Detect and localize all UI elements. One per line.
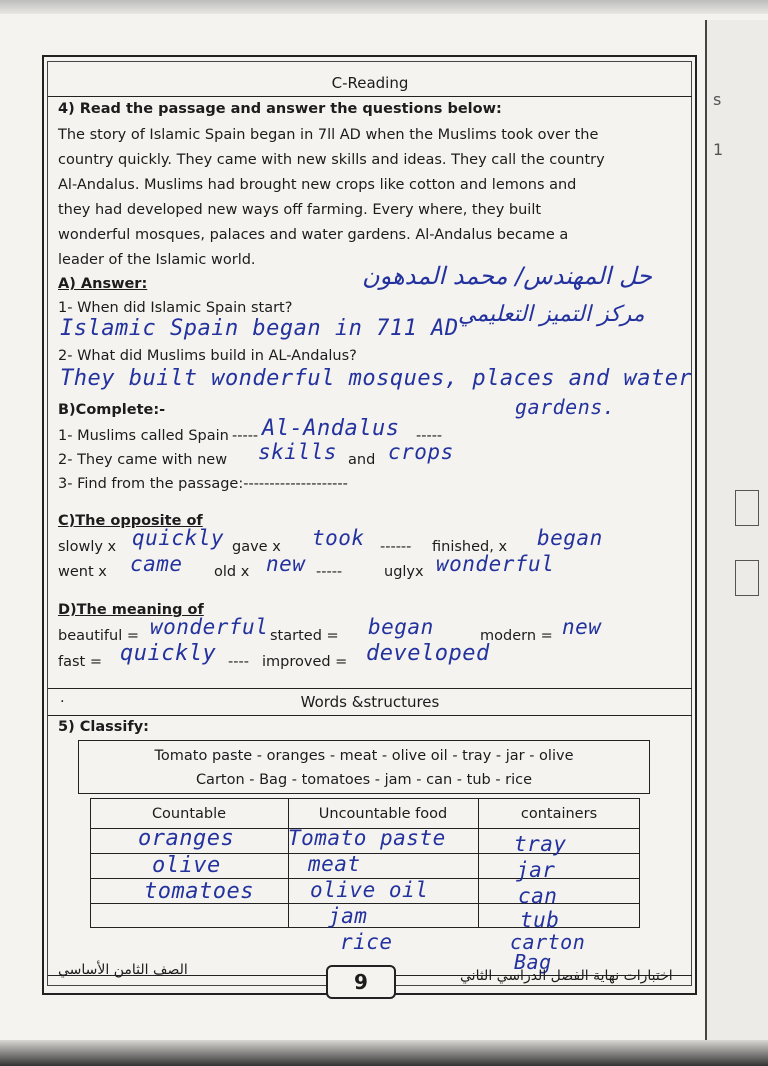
handwritten-answer: Al-Andalus bbox=[262, 416, 400, 441]
page-number: 9 bbox=[326, 965, 396, 999]
arabic-annotation: حل المهندس/ محمد المدهون bbox=[362, 262, 652, 290]
handwritten-answer: gardens. bbox=[515, 395, 616, 419]
word-prompt: slowly x bbox=[58, 539, 117, 555]
divider bbox=[48, 715, 692, 716]
countable-item: olive bbox=[152, 853, 221, 878]
part-d-heading: D)The meaning of bbox=[58, 602, 204, 618]
divider bbox=[48, 688, 692, 689]
uncountable-item: jam bbox=[328, 904, 368, 928]
uncountable-item: Tomato paste bbox=[288, 826, 446, 850]
word-prompt: improved = bbox=[262, 654, 348, 670]
handwritten-answer: wonderful bbox=[436, 552, 555, 576]
handwritten-answer: new bbox=[266, 552, 306, 576]
footer-grade: الصف الثامن الأساسي bbox=[58, 962, 188, 978]
word-bank-line: Tomato paste - oranges - meat - olive oil - tray - jar - olive bbox=[154, 748, 574, 764]
passage-line: they had developed new ways off farming. Every where, they built bbox=[58, 202, 542, 218]
handwritten-answer: took bbox=[312, 526, 365, 550]
bullet-dot: . bbox=[60, 690, 65, 706]
part-c-heading: C)The opposite of bbox=[58, 513, 203, 529]
answer-blank: ------ bbox=[380, 539, 412, 555]
passage-line: Al-Andalus. Muslims had brought new crops like cotton and lemons and bbox=[58, 177, 577, 193]
footer-exam-title: اختبارات نهاية الفصل الدراسي الثاني bbox=[460, 968, 673, 984]
word-prompt: went x bbox=[58, 564, 107, 580]
scan-top-edge bbox=[0, 0, 768, 14]
word-prompt: uglyx bbox=[384, 564, 424, 580]
scan-bottom-edge bbox=[0, 1040, 768, 1066]
word-prompt: old x bbox=[214, 564, 250, 580]
handwritten-answer: skills bbox=[258, 440, 337, 464]
question-4-heading: 4) Read the passage and answer the questions below: bbox=[58, 101, 502, 117]
bleed-through-mark: 1 bbox=[713, 140, 724, 159]
container-item: tray bbox=[514, 832, 567, 856]
uncountable-item: olive oil bbox=[310, 878, 429, 902]
answer-blank: ----- bbox=[416, 428, 443, 444]
column-header-containers: containers bbox=[520, 806, 598, 822]
handwritten-answer: Islamic Spain began in 711 AD bbox=[60, 316, 459, 341]
part-a-heading: A) Answer: bbox=[58, 276, 148, 292]
bleed-through-mark: s bbox=[713, 90, 722, 109]
column-header-uncountable: Uncountable food bbox=[318, 806, 448, 822]
section-title: C-Reading bbox=[331, 74, 409, 92]
container-item: carton bbox=[510, 930, 586, 954]
handwritten-answer: wonderful bbox=[150, 615, 269, 639]
question-text: 3- Find from the passage:-------------------- bbox=[58, 476, 348, 492]
word-prompt: beautiful = bbox=[58, 628, 139, 644]
uncountable-item: meat bbox=[308, 852, 361, 876]
handwritten-answer: crops bbox=[388, 440, 454, 464]
question-text: and bbox=[348, 452, 376, 468]
handwritten-answer: began bbox=[537, 526, 603, 550]
divider bbox=[48, 96, 692, 97]
answer-blank: ---- bbox=[228, 654, 249, 670]
bleed-through-box bbox=[735, 560, 759, 596]
countable-item: oranges bbox=[138, 826, 235, 851]
word-prompt: finished, x bbox=[432, 539, 508, 555]
passage-line: The story of Islamic Spain began in 7ll AD when the Muslims took over the bbox=[58, 127, 599, 143]
handwritten-answer: quickly bbox=[120, 641, 217, 666]
passage-line: leader of the Islamic world. bbox=[58, 252, 256, 268]
section-title: Words &structures bbox=[300, 693, 440, 711]
countable-item: tomatoes bbox=[144, 879, 254, 904]
container-item: tub bbox=[520, 908, 560, 932]
handwritten-answer: new bbox=[562, 615, 602, 639]
container-item: can bbox=[518, 884, 558, 908]
handwritten-answer: quickly bbox=[132, 526, 225, 550]
word-prompt: gave x bbox=[232, 539, 281, 555]
bleed-through-box bbox=[735, 490, 759, 526]
word-bank-line: Carton - Bag - tomatoes - jam - can - tub - rice bbox=[195, 772, 533, 788]
handwritten-answer: came bbox=[130, 552, 183, 576]
scan-right-edge bbox=[705, 20, 768, 1050]
question-text: 1- When did Islamic Spain start? bbox=[58, 300, 293, 316]
uncountable-item: rice bbox=[340, 930, 393, 954]
handwritten-answer: developed bbox=[366, 641, 490, 666]
container-item: Bag bbox=[514, 950, 552, 974]
question-text: 2- What did Muslims build in AL-Andalus? bbox=[58, 348, 357, 364]
container-item: jar bbox=[516, 858, 556, 882]
question-5-heading: 5) Classify: bbox=[58, 719, 149, 735]
handwritten-answer: began bbox=[368, 615, 434, 639]
question-text: 2- They came with new bbox=[58, 452, 228, 468]
part-b-heading: B)Complete:- bbox=[58, 402, 166, 418]
word-prompt: started = bbox=[270, 628, 339, 644]
answer-blank: ----- bbox=[232, 428, 259, 444]
passage-line: country quickly. They came with new skills and ideas. They call the country bbox=[58, 152, 605, 168]
answer-blank: ----- bbox=[316, 564, 343, 580]
passage-line: wonderful mosques, palaces and water gardens. Al-Andalus became a bbox=[58, 227, 569, 243]
word-prompt: modern = bbox=[480, 628, 553, 644]
word-prompt: fast = bbox=[58, 654, 102, 670]
arabic-annotation: مركز التميز التعليمي bbox=[458, 302, 645, 327]
handwritten-answer: They built wonderful mosques, places and water bbox=[60, 366, 693, 391]
column-header-countable: Countable bbox=[151, 806, 227, 822]
question-text: 1- Muslims called Spain bbox=[58, 428, 229, 444]
